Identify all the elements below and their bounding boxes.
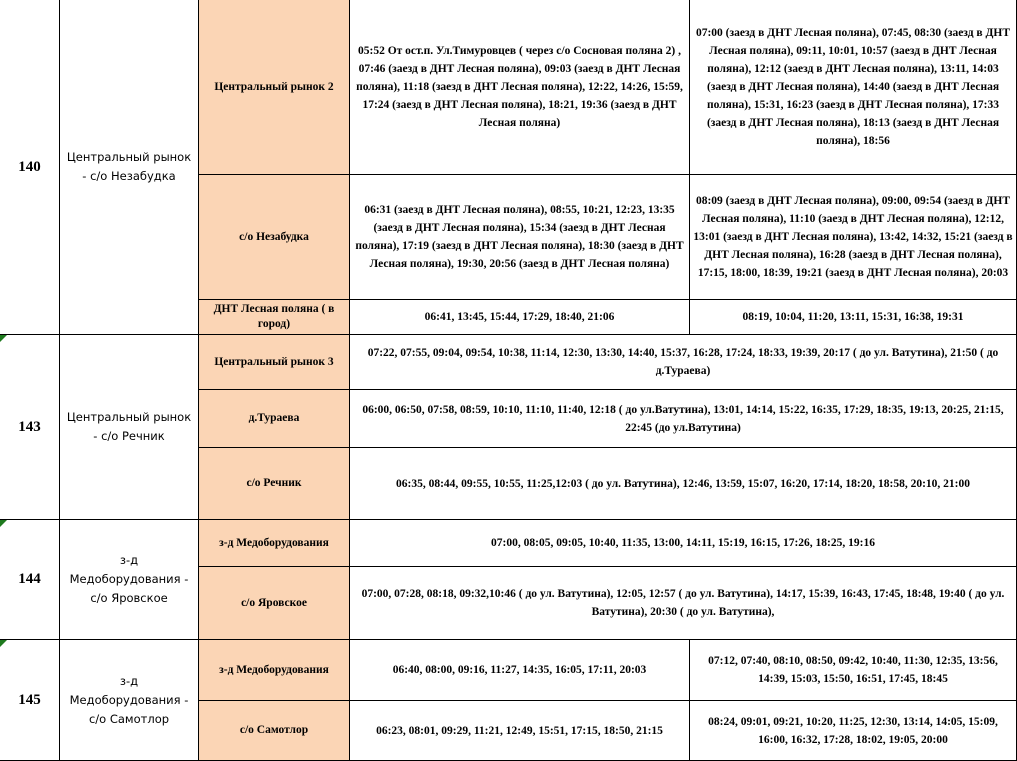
route-name: Центральный рынок - с/о Речник <box>60 335 199 520</box>
times: 06:00, 06:50, 07:58, 08:59, 10:10, 11:10, 11:40, 12:18 ( до ул.Ватутина), 13:01, 14:14, 15:22, 16:35, 17:29, 18:35, 19:13, 20:25, 21:15, 22:45 (до ул.Ватутина) <box>350 390 1017 448</box>
stop-name: з-д Медоборудования <box>199 640 350 701</box>
route-name: з-д Медоборудования - с/о Самотлор <box>60 640 199 761</box>
times-direction-b: 08:09 (заезд в ДНТ Лесная поляна), 09:00, 09:54 (заезд в ДНТ Лесная поляна), 11:10 (заезд в ДНТ Лесная поляна), 12:12, 13:01 (заезд в ДНТ Лесная поляна), 13:42, 14:32, 15:21 (заезд в ДНТ Лесная поляна), 16:28 (заезд в ДНТ Лесная поляна), 17:15, 18:00, 18:39, 19:21 (заезд в ДНТ Лесная поляна), 20:03 <box>690 175 1017 300</box>
times: 07:00, 08:05, 09:05, 10:40, 11:35, 13:00, 14:11, 15:19, 16:15, 17:26, 18:25, 19:16 <box>350 520 1017 567</box>
stop-name: д.Тураева <box>199 390 350 448</box>
times: 06:35, 08:44, 09:55, 10:55, 11:25,12:03 ( до ул. Ватутина), 12:46, 13:59, 15:07, 16:20, 17:14, 18:20, 18:58, 20:10, 21:00 <box>350 448 1017 520</box>
stop-name: Центральный рынок 3 <box>199 335 350 390</box>
times-direction-b: 08:24, 09:01, 09:21, 10:20, 11:25, 12:30, 13:14, 14:05, 15:09, 16:00, 16:32, 17:28, 18:02, 19:05, 20:00 <box>690 701 1017 761</box>
stop-name: с/о Самотлор <box>199 701 350 761</box>
times-direction-a: 05:52 От ост.п. Ул.Тимуровцев ( через с/о Сосновая поляна 2) , 07:46 (заезд в ДНТ Лесная поляна), 09:03 (заезд в ДНТ Лесная поляна), 11:18 (заезд в ДНТ Лесная поляна), 12:22, 14:26, 15:59, 17:24 (заезд в ДНТ Лесная поляна), 18:21, 19:36 (заезд в ДНТ Лесная поляна) <box>350 0 690 175</box>
route-number: 140 <box>0 0 60 335</box>
times-direction-a: 06:40, 08:00, 09:16, 11:27, 14:35, 16:05, 17:11, 20:03 <box>350 640 690 701</box>
times-direction-a: 06:31 (заезд в ДНТ Лесная поляна), 08:55, 10:21, 12:23, 13:35 (заезд в ДНТ Лесная поляна), 15:34 (заезд в ДНТ Лесная поляна), 17:19 (заезд в ДНТ Лесная поляна), 18:30 (заезд в ДНТ Лесная поляна), 19:30, 20:56 (заезд в ДНТ Лесная поляна) <box>350 175 690 300</box>
times: 07:00, 07:28, 08:18, 09:32,10:46 ( до ул. Ватутина), 12:05, 12:57 ( до ул. Ватутина), 14:17, 15:39, 16:43, 17:45, 18:48, 19:40 ( до ул. Ватутина), 20:30 ( до ул. Ватутина), <box>350 567 1017 640</box>
route-number: 145 <box>0 640 60 761</box>
stop-name: ДНТ Лесная поляна ( в город) <box>199 300 350 335</box>
cell-corner-mark <box>0 335 7 342</box>
route-number: 144 <box>0 520 60 640</box>
times: 07:22, 07:55, 09:04, 09:54, 10:38, 11:14, 12:30, 13:30, 14:40, 15:37, 16:28, 17:24, 18:33, 19:39, 20:17 ( до ул. Ватутина), 21:50 ( до д.Тураева) <box>350 335 1017 390</box>
route-number: 143 <box>0 335 60 520</box>
stop-name: с/о Незабудка <box>199 175 350 300</box>
route-name: Центральный рынок - с/о Незабудка <box>60 0 199 335</box>
times-direction-b: 08:19, 10:04, 11:20, 13:11, 15:31, 16:38, 19:31 <box>690 300 1017 335</box>
stop-name: Центральный рынок 2 <box>199 0 350 175</box>
times-direction-a: 06:23, 08:01, 09:29, 11:21, 12:49, 15:51, 17:15, 18:50, 21:15 <box>350 701 690 761</box>
route-name: з-д Медоборудования - с/о Яровское <box>60 520 199 640</box>
times-direction-b: 07:12, 07:40, 08:10, 08:50, 09:42, 10:40, 11:30, 12:35, 13:56, 14:39, 15:03, 15:50, 16:51, 17:45, 18:45 <box>690 640 1017 701</box>
stop-name: с/о Речник <box>199 448 350 520</box>
cell-corner-mark <box>0 640 7 647</box>
times-direction-a: 06:41, 13:45, 15:44, 17:29, 18:40, 21:06 <box>350 300 690 335</box>
stop-name: з-д Медоборудования <box>199 520 350 567</box>
cell-corner-mark <box>0 520 7 527</box>
times-direction-b: 07:00 (заезд в ДНТ Лесная поляна), 07:45, 08:30 (заезд в ДНТ Лесная поляна), 09:11, 10:01, 10:57 (заезд в ДНТ Лесная поляна), 12:12 (заезд в ДНТ Лесная поляна), 13:11, 14:03 (заезд в ДНТ Лесная поляна), 14:40 (заезд в ДНТ Лесная поляна), 15:31, 16:23 (заезд в ДНТ Лесная поляна), 17:33 (заезд в ДНТ Лесная поляна), 18:13 (заезд в ДНТ Лесная поляна), 18:56 <box>690 0 1017 175</box>
stop-name: с/о Яровское <box>199 567 350 640</box>
